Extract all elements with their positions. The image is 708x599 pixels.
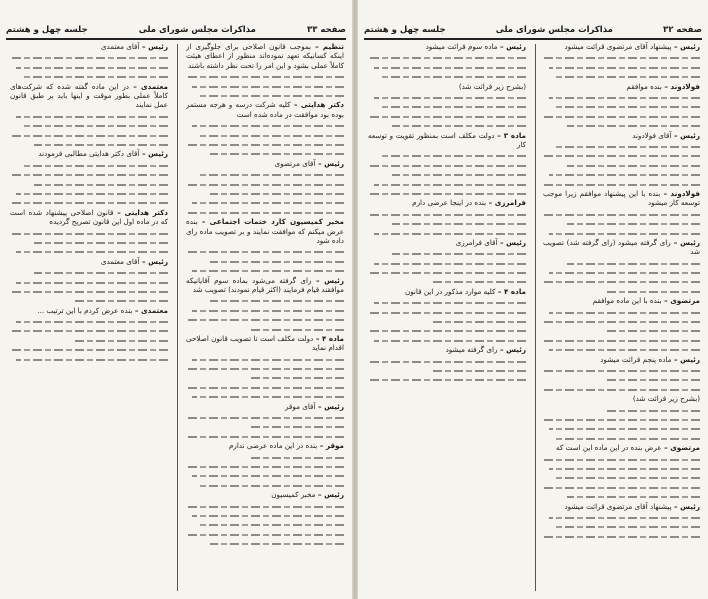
speech-text: بنده در این ماده عرضی ندارم xyxy=(228,441,318,451)
text-line xyxy=(186,462,344,471)
right-page xyxy=(358,0,708,599)
text-line xyxy=(186,198,344,207)
speech-text: عرض بنده در این ماده این است که xyxy=(555,443,662,453)
left-page-right-column xyxy=(186,42,344,593)
speech-paragraph xyxy=(10,208,168,227)
text-line xyxy=(543,336,700,345)
text-line xyxy=(368,63,526,72)
text-line xyxy=(543,345,700,354)
speaker-name: دکتر هدایتی – xyxy=(113,207,168,217)
body-text-lines xyxy=(186,170,344,217)
text-line xyxy=(543,492,700,501)
speaker-name: دکتر هدایتی – xyxy=(290,100,344,110)
speech-paragraph xyxy=(543,82,700,91)
text-line xyxy=(186,72,344,81)
body-text-lines xyxy=(543,93,700,131)
text-line xyxy=(368,121,526,130)
text-line xyxy=(543,415,700,424)
text-line xyxy=(543,180,700,189)
speech-text: بنده عرض میکنم که موافقت نمایند و بر تصویب ماده رای داده شود xyxy=(186,217,344,245)
text-line xyxy=(186,422,344,431)
body-text-lines xyxy=(10,229,168,257)
speech-paragraph xyxy=(543,502,700,511)
text-line xyxy=(10,189,168,198)
speaker-name: رئیس – xyxy=(315,401,344,411)
speaker-name: رئیس – xyxy=(315,490,344,500)
text-line xyxy=(368,210,526,219)
text-line xyxy=(368,93,526,102)
speech-text: مخبر کمیسیون xyxy=(271,490,316,500)
text-line xyxy=(543,63,700,72)
speech-paragraph xyxy=(368,131,526,150)
body-text-lines xyxy=(368,357,526,385)
speech-text: دولت مکلف است تا تصویب قانون اصلاحی اقدام نماید xyxy=(186,333,344,353)
speech-text: آقای معتمدی xyxy=(100,42,140,51)
body-text-lines xyxy=(10,268,168,306)
speaker-name: رئیس – xyxy=(671,501,700,511)
speech-text: پیشنهاد آقای مرتضوی قرائت میشود xyxy=(564,42,672,51)
speech-paragraph xyxy=(10,82,168,110)
right-page-header xyxy=(364,22,702,40)
page-label: صفحه ۳۳ xyxy=(307,25,346,35)
text-line xyxy=(368,375,526,384)
body-text-lines xyxy=(10,53,168,81)
text-line xyxy=(368,259,526,268)
text-line xyxy=(186,180,344,189)
text-line xyxy=(10,170,168,179)
speech-paragraph xyxy=(186,441,344,450)
speaker-name: فولادوند – xyxy=(660,188,700,198)
body-text-lines xyxy=(186,72,344,100)
text-line xyxy=(543,151,700,160)
body-text-lines xyxy=(186,247,344,275)
speech-text: پیشنهاد آقای مرتضوی قرائت میشود xyxy=(564,501,672,511)
speech-text: آقای دکتر هدایتی مطالبی فرمودند xyxy=(38,149,140,159)
speaker-name: رئیس – xyxy=(139,149,168,159)
speech-paragraph xyxy=(186,159,344,168)
speech-paragraph xyxy=(543,355,700,364)
body-text-lines xyxy=(543,210,700,238)
speech-text: آقای فولادوند xyxy=(632,130,672,140)
text-line xyxy=(368,180,526,189)
text-line xyxy=(186,364,344,373)
text-line xyxy=(186,257,344,266)
left-page xyxy=(0,0,352,599)
text-line xyxy=(368,151,526,160)
text-line xyxy=(10,72,168,81)
text-line xyxy=(368,189,526,198)
text-line xyxy=(186,355,344,364)
publication-title: مذاکرات مجلس شورای ملی xyxy=(495,25,613,35)
text-line xyxy=(186,189,344,198)
body-text-lines xyxy=(186,413,344,441)
text-line xyxy=(10,317,168,326)
text-line xyxy=(186,306,344,315)
text-line xyxy=(186,149,344,158)
body-text-lines xyxy=(10,317,168,364)
speech-text: در این ماده گفته شده که شرکت‌های کاملاً عملی بطور موقت و اینها باید بر طبق قانون عمل نمایند xyxy=(10,81,168,110)
speech-text: (بشرح زیر قرائت شد) xyxy=(458,81,526,91)
text-line xyxy=(543,121,700,130)
speaker-name: فولادوند – xyxy=(661,81,700,91)
text-line xyxy=(543,522,700,531)
text-line xyxy=(543,532,700,541)
text-line xyxy=(368,366,526,375)
text-line xyxy=(186,453,344,462)
speech-paragraph xyxy=(368,345,526,354)
speaker-name: مرتضوی – xyxy=(661,443,700,453)
text-line xyxy=(543,219,700,228)
speech-paragraph xyxy=(186,490,344,499)
speech-paragraph xyxy=(186,217,344,245)
text-line xyxy=(10,198,168,207)
speaker-name: ماده ۳ – xyxy=(494,130,526,140)
speech-text: بنده در اینجا عرضی دارم xyxy=(412,198,487,208)
speech-paragraph xyxy=(368,82,526,91)
speaker-name: ماده ۴ – xyxy=(313,333,344,343)
text-line xyxy=(10,161,168,170)
text-line xyxy=(186,121,344,130)
speaker-name: رئیس – xyxy=(497,345,526,355)
column-divider xyxy=(535,44,536,591)
speaker-name: معتمدی – xyxy=(129,81,168,91)
body-text-lines xyxy=(368,151,526,198)
text-line xyxy=(543,53,700,62)
speech-paragraph xyxy=(543,42,700,51)
speaker-name: تنظیم – xyxy=(311,42,344,51)
text-line xyxy=(10,63,168,72)
text-line xyxy=(186,511,344,520)
text-line xyxy=(186,315,344,324)
text-line xyxy=(186,208,344,217)
speaker-name: مرتضوی – xyxy=(661,296,700,306)
right-page-right-column xyxy=(543,42,700,593)
speaker-name: فرامرزی – xyxy=(486,198,526,208)
speech-paragraph xyxy=(543,394,700,403)
speech-text: ماده پنجم قرائت میشود xyxy=(600,354,672,364)
speaker-name: معتمدی – xyxy=(132,305,168,315)
text-line xyxy=(543,406,700,415)
speaker-name: رئیس – xyxy=(671,130,700,140)
body-text-lines xyxy=(186,121,344,159)
text-line xyxy=(186,296,344,305)
text-line xyxy=(543,170,700,179)
text-line xyxy=(543,424,700,433)
text-line xyxy=(186,539,344,548)
text-line xyxy=(543,72,700,81)
text-line xyxy=(10,140,168,149)
speaker-name: مخبر کمیسیون کارد ختمات اجتماعی – xyxy=(197,217,344,227)
speaker-name: رئیس – xyxy=(139,42,168,51)
speaker-name: رئیس – xyxy=(311,275,344,285)
text-line xyxy=(368,112,526,121)
text-line xyxy=(186,530,344,539)
speech-text: آقای معتمدی xyxy=(100,256,140,266)
speech-paragraph xyxy=(10,149,168,158)
speaker-name: رئیس – xyxy=(671,354,700,364)
speech-text: بنده با این ماده موافقم xyxy=(592,296,662,306)
body-text-lines xyxy=(543,455,700,502)
text-line xyxy=(543,483,700,492)
text-line xyxy=(368,357,526,366)
speech-text: کلیه شرکت درسه و هرجه مستمر بوده بود موافقت در ماده شده است xyxy=(186,100,344,119)
text-line xyxy=(10,355,168,364)
text-line xyxy=(186,266,344,275)
speech-text: بموجب قانون اصلاحی برای جلوگیری از اینکه کسانیکه تعهد نموده‌اند منظور از اعطای هیئت کاملاً عملی بشود و این امر را تحت نظر داشته باشند xyxy=(186,42,344,70)
text-line xyxy=(368,249,526,258)
text-line xyxy=(368,53,526,62)
text-line xyxy=(368,277,526,286)
text-line xyxy=(368,161,526,170)
speech-paragraph xyxy=(368,42,526,51)
body-text-lines xyxy=(186,296,344,334)
text-line xyxy=(543,326,700,335)
speech-text: رای گرفته میشود (رای گرفته شد) تصویب شد xyxy=(543,237,700,257)
speech-text: آقای فرامرزی xyxy=(455,237,498,247)
text-line xyxy=(10,336,168,345)
text-line xyxy=(543,434,700,443)
text-line xyxy=(10,268,168,277)
text-line xyxy=(186,413,344,422)
text-line xyxy=(543,112,700,121)
body-text-lines xyxy=(543,513,700,541)
text-line xyxy=(543,366,700,375)
speech-text: ماده سوم قرائت میشود xyxy=(425,42,498,51)
text-line xyxy=(186,432,344,441)
text-line xyxy=(543,513,700,522)
body-text-lines xyxy=(368,210,526,238)
text-line xyxy=(543,142,700,151)
body-text-lines xyxy=(186,453,344,491)
speech-text: رای گرفته می‌شود بماده سوم آقایانیکه موافقند قیام فرمایند (اکثر قیام نمودند) تصویب شد xyxy=(186,275,344,294)
body-text-lines xyxy=(543,406,700,444)
left-page-header xyxy=(6,22,346,40)
text-line xyxy=(186,131,344,140)
speech-paragraph xyxy=(186,402,344,411)
speech-paragraph xyxy=(186,42,344,70)
body-text-lines xyxy=(543,259,700,297)
text-line xyxy=(543,277,700,286)
text-line xyxy=(10,229,168,238)
session-title: جلسه چهل و هشتم xyxy=(6,25,88,35)
left-page-left-column xyxy=(10,42,168,593)
text-line xyxy=(186,520,344,529)
text-line xyxy=(368,102,526,111)
body-text-lines xyxy=(368,249,526,287)
body-text-lines xyxy=(543,308,700,355)
text-line xyxy=(10,326,168,335)
body-text-lines xyxy=(368,93,526,131)
body-text-lines xyxy=(368,298,526,345)
speech-text: قانون اصلاحی پیشنهاد شده است که در ماده اول این قانون تصریح گردیده xyxy=(10,207,168,227)
body-text-lines xyxy=(10,112,168,150)
speech-paragraph xyxy=(543,189,700,208)
right-page-left-column xyxy=(368,42,526,593)
text-line xyxy=(543,93,700,102)
column-divider xyxy=(177,44,178,591)
text-line xyxy=(186,383,344,392)
text-line xyxy=(543,317,700,326)
speech-paragraph xyxy=(186,100,344,119)
speech-text: آقای مرتضوی xyxy=(274,158,316,168)
speaker-name: رئیس – xyxy=(670,237,700,247)
speaker-name: رئیس – xyxy=(497,237,526,247)
text-line xyxy=(543,210,700,219)
body-text-lines xyxy=(368,53,526,81)
text-line xyxy=(186,481,344,490)
text-line xyxy=(10,53,168,62)
speech-text: آقای موقر xyxy=(284,401,316,411)
text-line xyxy=(186,91,344,100)
text-line xyxy=(368,308,526,317)
text-line xyxy=(10,287,168,296)
text-line xyxy=(186,373,344,382)
text-line xyxy=(543,464,700,473)
text-line xyxy=(10,131,168,140)
text-line xyxy=(543,161,700,170)
text-line xyxy=(543,268,700,277)
text-line xyxy=(10,278,168,287)
text-line xyxy=(368,72,526,81)
text-line xyxy=(368,219,526,228)
speech-paragraph xyxy=(186,334,344,353)
speech-text: (بشرح زیر قرائت شد) xyxy=(632,394,700,404)
text-line xyxy=(543,229,700,238)
speech-paragraph xyxy=(10,306,168,315)
text-line xyxy=(543,455,700,464)
text-line xyxy=(186,392,344,401)
speaker-name: ماده ۴ – xyxy=(495,286,526,296)
text-line xyxy=(10,345,168,354)
speech-text: بنده عرض کردم با این ترتیب ... xyxy=(37,305,133,315)
speech-paragraph xyxy=(368,238,526,247)
text-line xyxy=(10,238,168,247)
speech-paragraph xyxy=(368,287,526,296)
text-line xyxy=(186,325,344,334)
body-text-lines xyxy=(10,161,168,208)
speaker-name: رئیس – xyxy=(497,42,526,51)
text-line xyxy=(543,102,700,111)
body-text-lines xyxy=(186,502,344,549)
text-line xyxy=(10,247,168,256)
speaker-name: رئیس – xyxy=(139,256,168,266)
text-line xyxy=(186,471,344,480)
speaker-name: رئیس – xyxy=(671,42,700,51)
text-line xyxy=(186,140,344,149)
speech-paragraph xyxy=(10,42,168,51)
text-line xyxy=(368,336,526,345)
text-line xyxy=(368,317,526,326)
session-title: جلسه چهل و هشتم xyxy=(364,25,446,35)
body-text-lines xyxy=(543,53,700,81)
text-line xyxy=(10,121,168,130)
text-line xyxy=(186,502,344,511)
speech-paragraph xyxy=(543,238,700,257)
text-line xyxy=(368,170,526,179)
text-line xyxy=(543,287,700,296)
text-line xyxy=(368,326,526,335)
speech-text: کلیه موارد مذکور در این قانون xyxy=(404,286,496,296)
text-line xyxy=(368,268,526,277)
speech-paragraph xyxy=(543,443,700,452)
text-line xyxy=(543,259,700,268)
text-line xyxy=(543,308,700,317)
text-line xyxy=(186,82,344,91)
text-line xyxy=(186,170,344,179)
text-line xyxy=(368,298,526,307)
speaker-name: رئیس – xyxy=(315,158,344,168)
speech-text: دولت مکلف است بمنظور تقویت و توسعه کار xyxy=(368,130,526,149)
speech-text: بنده موافقم xyxy=(626,81,662,91)
speech-paragraph xyxy=(10,257,168,266)
text-line xyxy=(543,385,700,394)
text-line xyxy=(543,473,700,482)
text-line xyxy=(186,247,344,256)
speech-paragraph xyxy=(543,131,700,140)
text-line xyxy=(543,375,700,384)
speech-paragraph xyxy=(543,296,700,305)
text-line xyxy=(10,296,168,305)
text-line xyxy=(10,180,168,189)
text-line xyxy=(10,112,168,121)
speaker-name: موقر – xyxy=(317,441,344,451)
speech-text: بنده با این پیشنهاد موافقم زیرا موجب توسعه کار میشود xyxy=(543,188,700,208)
speech-paragraph xyxy=(368,198,526,207)
page-label: صفحه ۳۲ xyxy=(663,25,702,35)
body-text-lines xyxy=(543,142,700,189)
text-line xyxy=(368,229,526,238)
speech-text: رای گرفته میشود xyxy=(445,345,498,355)
body-text-lines xyxy=(186,355,344,402)
publication-title: مذاکرات مجلس شورای ملی xyxy=(138,25,256,35)
speech-paragraph xyxy=(186,276,344,295)
body-text-lines xyxy=(543,366,700,394)
